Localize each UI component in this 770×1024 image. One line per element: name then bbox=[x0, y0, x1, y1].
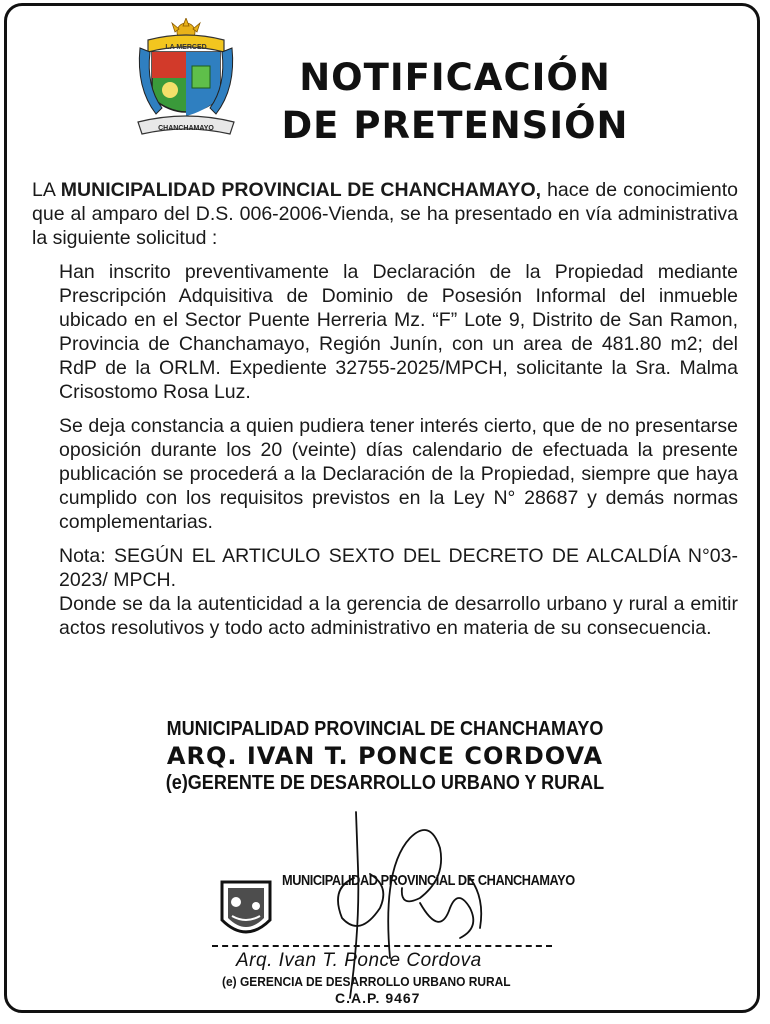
paragraph-authenticity: Donde se da la autenticidad a la gerencia de desarrollo urbano y rural a emitir actos resolutivos y todo acto administrativo en materia de su consecuencia. bbox=[59, 593, 738, 639]
page-title bbox=[270, 54, 640, 150]
paragraph-note: Nota: SEGÚN EL ARTICULO SEXTO DEL DECRETO DE ALCALDÍA N°03-2023/ MPCH. bbox=[59, 545, 738, 591]
title-line-1: NOTIFICACIÓN bbox=[299, 56, 611, 99]
stamp-name: Arq. Ivan T. Ponce Cordova bbox=[236, 950, 482, 971]
stamp-role: (e) GERENCIA DE DESARROLLO URBANO RURAL bbox=[222, 974, 511, 989]
stamp-cap: C.A.P. 9467 bbox=[335, 990, 421, 1006]
signature-block bbox=[0, 716, 770, 796]
crest-bottom-text: CHANCHAMAYO bbox=[158, 125, 214, 132]
notice-body bbox=[32, 178, 738, 640]
paragraph-opposition: Se deja constancia a quien pudiera tener interés cierto, que de no presentarse oposición durante los 20 (veinte) días calendario de efectuada la presente publicación se procederá a la Declaración de la Propiedad, siempre que haya cumplido con los requisitos previstos en la Ley N° 28687 y demás normas complementarias. bbox=[59, 415, 738, 533]
handwritten-signature bbox=[320, 808, 520, 1008]
intro-org-name: MUNICIPALIDAD PROVINCIAL DE CHANCHAMAYO, bbox=[60, 179, 542, 201]
title-line-2: DE PRETENSIÓN bbox=[281, 104, 629, 147]
signature-org: MUNICIPALIDAD PROVINCIAL DE CHANCHAMAYO bbox=[166, 718, 604, 740]
intro-rest: hace de conocimiento que al amparo del D.S. 006-2006-Vienda, se ha presentado en vía administrativa la siguiente solicitud : bbox=[32, 179, 738, 249]
stamp-org: MUNICIPALIDAD PROVINCIAL DE CHANCHAMAYO bbox=[282, 872, 575, 889]
stamp-seal-icon bbox=[214, 876, 278, 946]
signature-name: ARQ. IVAN T. PONCE CORDOVA bbox=[166, 742, 604, 770]
intro-paragraph bbox=[32, 178, 738, 250]
crest-top-text: LA MERCED bbox=[165, 44, 207, 51]
paragraph-registration: Han inscrito preventivamente la Declaración de la Propiedad mediante Prescripción Adquisitiva de Dominio de Posesión Informal del inmueble ubicado en el Sector Puente Herreria Mz. “F” Lote 9, Distrito de San Ramon, Provincia de Chanchamayo, Región Junín, con un area de 481.80 m2; del RdP de la ORLM. Expediente 32755-2025/MPCH, solicitante la Sra. Malma Crisostomo Rosa Luz. bbox=[59, 261, 738, 403]
municipal-crest-icon bbox=[130, 18, 242, 142]
signature-role: (e)GERENTE DE DESARROLLO URBANO Y RURAL bbox=[165, 772, 605, 794]
intro-prefix: LA bbox=[32, 179, 61, 201]
